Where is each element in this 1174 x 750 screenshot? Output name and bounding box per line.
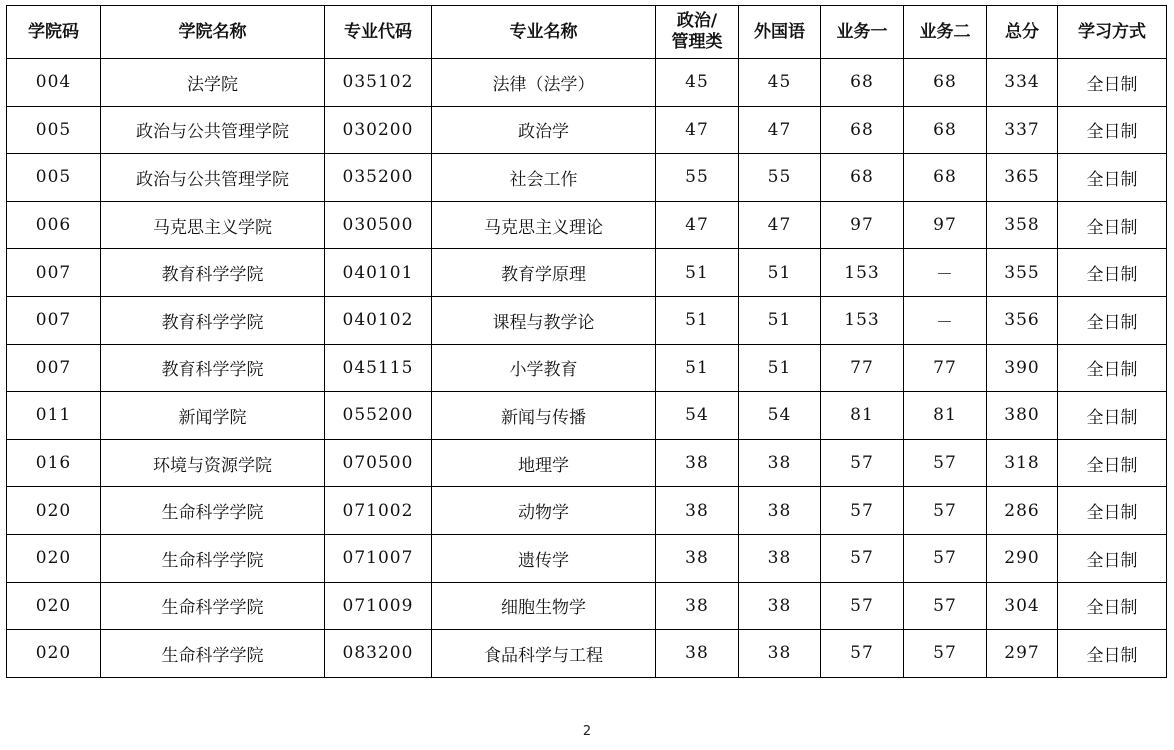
total-score-cell: 380	[987, 392, 1058, 440]
total-score-cell: 318	[987, 439, 1058, 487]
college-name-cell: 政治与公共管理学院	[101, 154, 325, 202]
major-name-cell: 细胞生物学	[432, 582, 656, 630]
subject-one-score-cell: 68	[821, 59, 904, 107]
subject-one-score-cell: 57	[821, 582, 904, 630]
subject-two-score-cell: 97	[904, 201, 987, 249]
page-number: 2	[582, 724, 592, 739]
college-name-cell: 新闻学院	[101, 392, 325, 440]
header-college-code: 学院码	[7, 6, 101, 59]
college-code-cell: 016	[7, 439, 101, 487]
header-total: 总分	[987, 6, 1058, 59]
table-header	[7, 6, 1167, 59]
foreign-language-score-cell: 55	[739, 154, 821, 202]
foreign-language-score-cell: 51	[739, 344, 821, 392]
subject-two-score-cell: －	[904, 296, 987, 344]
politics-score-cell: 38	[656, 630, 739, 678]
study-mode-cell: 全日制	[1058, 582, 1167, 630]
foreign-language-score-cell: 51	[739, 249, 821, 297]
subject-two-score-cell: 68	[904, 59, 987, 107]
politics-score-cell: 45	[656, 59, 739, 107]
header-major-code: 专业代码	[325, 6, 432, 59]
college-name-cell: 生命科学学院	[101, 487, 325, 535]
major-name-cell: 法律（法学）	[432, 59, 656, 107]
college-name-cell: 教育科学学院	[101, 296, 325, 344]
header-subject-one: 业务一	[821, 6, 904, 59]
total-score-cell: 334	[987, 59, 1058, 107]
study-mode-cell: 全日制	[1058, 344, 1167, 392]
header-study-mode: 学习方式	[1058, 6, 1167, 59]
study-mode-cell: 全日制	[1058, 296, 1167, 344]
major-name-cell: 课程与教学论	[432, 296, 656, 344]
subject-one-score-cell: 57	[821, 439, 904, 487]
major-name-cell: 食品科学与工程	[432, 630, 656, 678]
subject-two-score-cell: 57	[904, 487, 987, 535]
politics-score-cell: 38	[656, 439, 739, 487]
study-mode-cell: 全日制	[1058, 630, 1167, 678]
total-score-cell: 286	[987, 487, 1058, 535]
table-row	[7, 249, 1167, 297]
subject-one-score-cell: 57	[821, 630, 904, 678]
college-name-cell: 生命科学学院	[101, 630, 325, 678]
subject-one-score-cell: 81	[821, 392, 904, 440]
total-score-cell: 304	[987, 582, 1058, 630]
major-code-cell: 035102	[325, 59, 432, 107]
major-code-cell: 055200	[325, 392, 432, 440]
study-mode-cell: 全日制	[1058, 59, 1167, 107]
study-mode-cell: 全日制	[1058, 249, 1167, 297]
table-row	[7, 106, 1167, 154]
table-row	[7, 59, 1167, 107]
college-name-cell: 生命科学学院	[101, 534, 325, 582]
total-score-cell: 390	[987, 344, 1058, 392]
total-score-cell: 358	[987, 201, 1058, 249]
subject-two-score-cell: 57	[904, 534, 987, 582]
politics-score-cell: 51	[656, 249, 739, 297]
politics-score-cell: 38	[656, 487, 739, 535]
table-row	[7, 487, 1167, 535]
foreign-language-score-cell: 38	[739, 630, 821, 678]
major-code-cell: 071002	[325, 487, 432, 535]
subject-two-score-cell: 57	[904, 582, 987, 630]
politics-score-cell: 55	[656, 154, 739, 202]
politics-score-cell: 47	[656, 106, 739, 154]
major-name-cell: 动物学	[432, 487, 656, 535]
college-code-cell: 005	[7, 154, 101, 202]
college-code-cell: 006	[7, 201, 101, 249]
table-row	[7, 344, 1167, 392]
college-name-cell: 法学院	[101, 59, 325, 107]
college-code-cell: 020	[7, 582, 101, 630]
foreign-language-score-cell: 51	[739, 296, 821, 344]
major-name-cell: 地理学	[432, 439, 656, 487]
college-name-cell: 马克思主义学院	[101, 201, 325, 249]
foreign-language-score-cell: 54	[739, 392, 821, 440]
major-code-cell: 040101	[325, 249, 432, 297]
college-code-cell: 007	[7, 344, 101, 392]
total-score-cell: 356	[987, 296, 1058, 344]
politics-score-cell: 51	[656, 296, 739, 344]
major-name-cell: 小学教育	[432, 344, 656, 392]
foreign-language-score-cell: 38	[739, 534, 821, 582]
college-code-cell: 020	[7, 487, 101, 535]
foreign-language-score-cell: 45	[739, 59, 821, 107]
total-score-cell: 290	[987, 534, 1058, 582]
foreign-language-score-cell: 38	[739, 439, 821, 487]
table-row	[7, 201, 1167, 249]
foreign-language-score-cell: 47	[739, 201, 821, 249]
header-politics-line1: 政治/	[676, 11, 718, 31]
header-subject-two: 业务二	[904, 6, 987, 59]
college-code-cell: 007	[7, 249, 101, 297]
major-code-cell: 035200	[325, 154, 432, 202]
study-mode-cell: 全日制	[1058, 487, 1167, 535]
college-name-cell: 政治与公共管理学院	[101, 106, 325, 154]
major-name-cell: 社会工作	[432, 154, 656, 202]
college-code-cell: 004	[7, 59, 101, 107]
college-name-cell: 环境与资源学院	[101, 439, 325, 487]
subject-two-score-cell: 57	[904, 630, 987, 678]
subject-two-score-cell: 68	[904, 154, 987, 202]
major-name-cell: 遗传学	[432, 534, 656, 582]
study-mode-cell: 全日制	[1058, 534, 1167, 582]
college-code-cell: 011	[7, 392, 101, 440]
major-name-cell: 教育学原理	[432, 249, 656, 297]
study-mode-cell: 全日制	[1058, 392, 1167, 440]
header-college-name: 学院名称	[101, 6, 325, 59]
header-row	[7, 6, 1167, 59]
total-score-cell: 365	[987, 154, 1058, 202]
major-code-cell: 071007	[325, 534, 432, 582]
politics-score-cell: 47	[656, 201, 739, 249]
politics-score-cell: 38	[656, 534, 739, 582]
major-code-cell: 040102	[325, 296, 432, 344]
total-score-cell: 337	[987, 106, 1058, 154]
header-foreign-language: 外国语	[739, 6, 821, 59]
total-score-cell: 297	[987, 630, 1058, 678]
foreign-language-score-cell: 38	[739, 582, 821, 630]
subject-two-score-cell: 81	[904, 392, 987, 440]
college-code-cell: 020	[7, 534, 101, 582]
subject-two-score-cell: 68	[904, 106, 987, 154]
major-code-cell: 083200	[325, 630, 432, 678]
study-mode-cell: 全日制	[1058, 154, 1167, 202]
college-code-cell: 020	[7, 630, 101, 678]
subject-two-score-cell: 57	[904, 439, 987, 487]
major-name-cell: 政治学	[432, 106, 656, 154]
college-code-cell: 007	[7, 296, 101, 344]
header-politics-line2: 管理类	[671, 32, 723, 52]
subject-two-score-cell: －	[904, 249, 987, 297]
subject-one-score-cell: 97	[821, 201, 904, 249]
foreign-language-score-cell: 38	[739, 487, 821, 535]
subject-one-score-cell: 57	[821, 534, 904, 582]
subject-one-score-cell: 153	[821, 296, 904, 344]
total-score-cell: 355	[987, 249, 1058, 297]
study-mode-cell: 全日制	[1058, 106, 1167, 154]
table-row	[7, 534, 1167, 582]
politics-score-cell: 38	[656, 582, 739, 630]
politics-score-cell: 54	[656, 392, 739, 440]
major-code-cell: 030200	[325, 106, 432, 154]
major-code-cell: 071009	[325, 582, 432, 630]
subject-one-score-cell: 153	[821, 249, 904, 297]
college-name-cell: 教育科学学院	[101, 249, 325, 297]
table-row	[7, 630, 1167, 678]
header-politics	[656, 6, 739, 59]
politics-score-cell: 51	[656, 344, 739, 392]
college-code-cell: 005	[7, 106, 101, 154]
subject-one-score-cell: 77	[821, 344, 904, 392]
study-mode-cell: 全日制	[1058, 201, 1167, 249]
table-row	[7, 582, 1167, 630]
subject-one-score-cell: 57	[821, 487, 904, 535]
major-name-cell: 马克思主义理论	[432, 201, 656, 249]
subject-one-score-cell: 68	[821, 106, 904, 154]
table-body	[7, 59, 1167, 678]
major-code-cell: 030500	[325, 201, 432, 249]
table-row	[7, 296, 1167, 344]
foreign-language-score-cell: 47	[739, 106, 821, 154]
study-mode-cell: 全日制	[1058, 439, 1167, 487]
college-name-cell: 教育科学学院	[101, 344, 325, 392]
college-name-cell: 生命科学学院	[101, 582, 325, 630]
table-row	[7, 392, 1167, 440]
subject-two-score-cell: 77	[904, 344, 987, 392]
subject-one-score-cell: 68	[821, 154, 904, 202]
header-major-name: 专业名称	[432, 6, 656, 59]
major-code-cell: 045115	[325, 344, 432, 392]
major-name-cell: 新闻与传播	[432, 392, 656, 440]
score-table	[6, 5, 1167, 678]
table-row	[7, 439, 1167, 487]
major-code-cell: 070500	[325, 439, 432, 487]
table-row	[7, 154, 1167, 202]
